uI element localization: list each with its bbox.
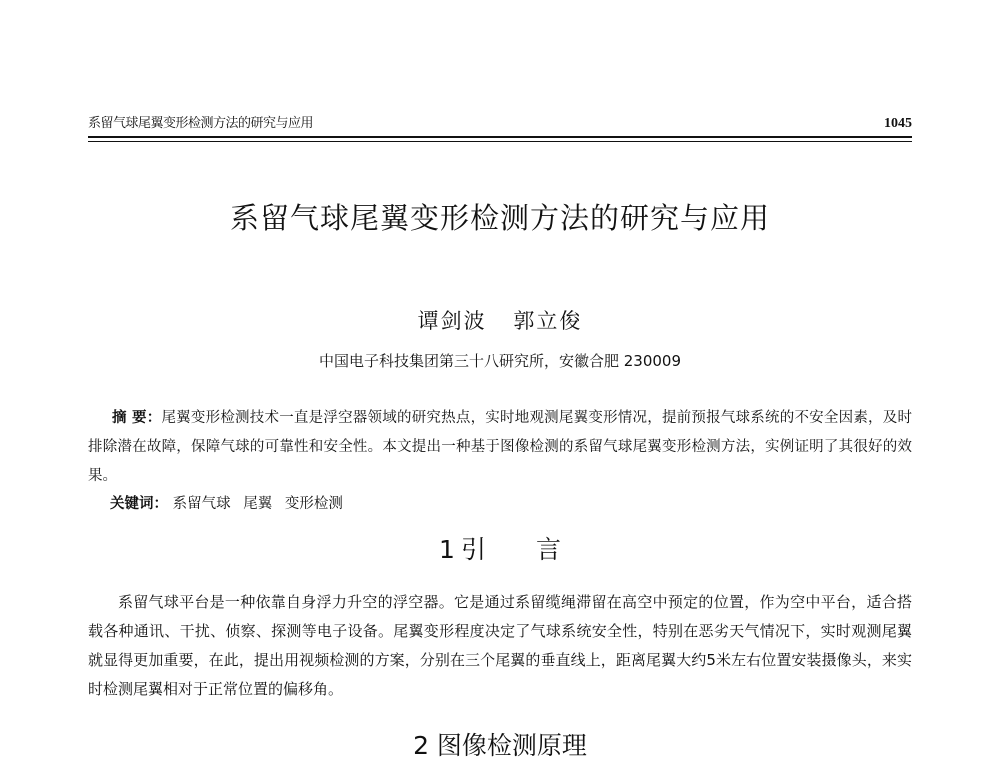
- keyword: 尾翼: [243, 496, 273, 512]
- section-title-part: 言: [535, 535, 561, 564]
- abstract-text: 尾翼变形检测技术一直是浮空器领域的研究热点，实时地观测尾翼变形情况，提前预报气球系统的不安全因素，及时排除潜在故障，保障气球的可靠性和安全性。本文提出一种基于图像检测的系留气球尾翼变形检测方法，实例证明了其很好的效果。: [88, 410, 912, 484]
- keyword: 系留气球: [172, 496, 231, 512]
- section-heading-introduction: [0, 530, 1000, 566]
- header-rule-thin: [88, 141, 912, 142]
- authors: 谭剑波 郭立俊: [417, 309, 583, 333]
- abstract: [88, 403, 912, 491]
- header-rule-thick: [88, 136, 912, 138]
- section-title: 图像检测原理: [436, 731, 587, 760]
- running-header-title: 系留气球尾翼变形检测方法的研究与应用: [88, 116, 314, 131]
- paper-title: 系留气球尾翼变形检测方法的研究与应用: [229, 201, 770, 235]
- abstract-label: 摘 要：: [112, 409, 162, 426]
- keywords: [110, 492, 910, 516]
- keywords-label: 关键词：: [110, 495, 168, 512]
- keyword: 变形检测: [284, 496, 343, 512]
- affiliation: 中国电子科技集团第三十八研究所，安徽合肥 230009: [318, 352, 682, 370]
- section-heading-principle: [0, 726, 1000, 762]
- page-number: 1045: [884, 116, 912, 131]
- section-number: 1: [439, 535, 455, 564]
- section-title-part: 引: [460, 535, 486, 564]
- running-header: [88, 113, 912, 135]
- section-number: 2: [413, 731, 429, 760]
- introduction-paragraph: 系留气球平台是一种依靠自身浮力升空的浮空器。它是通过系留缆绳滞留在高空中预定的位置，作为空中平台，适合搭载各种通讯、干扰、侦察、探测等电子设备。尾翼变形程度决定了气球系统安全性，特别在恶劣天气情况下，实时观测尾翼就显得更加重要，在此，提出用视频检测的方案，分别在三个尾翼的垂直线上，距离尾翼大约5米左右位置安装摄像头，来实时检测尾翼相对于正常位置的偏移角。: [88, 593, 912, 698]
